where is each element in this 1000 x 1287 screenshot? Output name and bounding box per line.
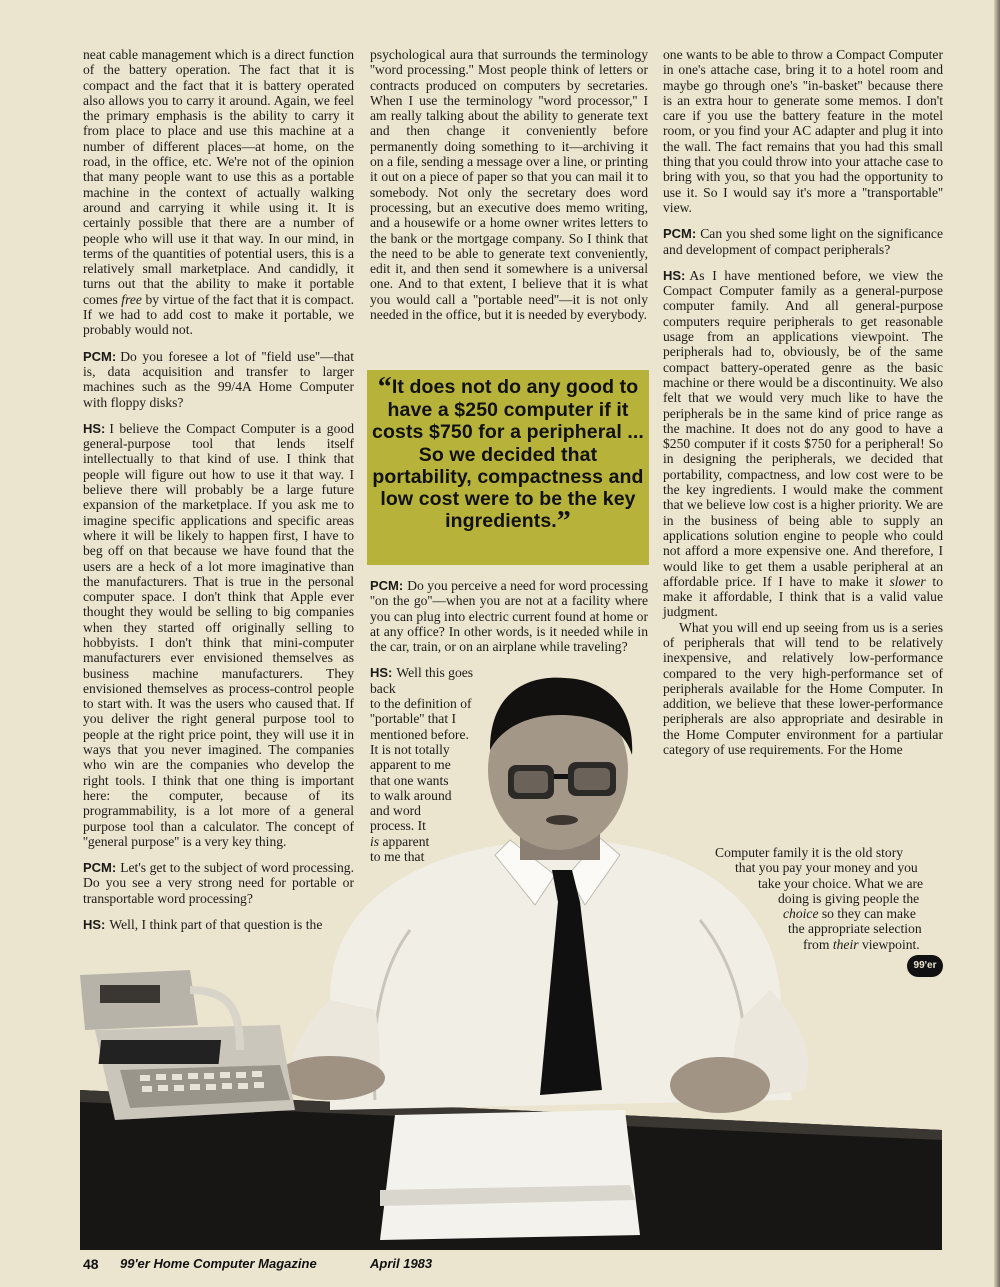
question-on-the-go: PCM: Do you perceive a need for word processing ''on the go''—when you are not at a facility where you can plug into electric current found at home or at any office? In other words, is it needed while in the car, train, or on an airplane while traveling? bbox=[370, 578, 648, 655]
papers-on-desk bbox=[380, 1110, 640, 1240]
speaker-pcm: PCM: bbox=[663, 226, 697, 242]
column-2-lower bbox=[370, 578, 648, 864]
answer-peripherals: HS: As I have mentioned before, we view the Compact Computer family as a general-purpose computer family. And all general-purpose computers require peripherals to get reasonable usage from an applications viewpoint. The peripherals had to, obviously, be of the same compact battery-operated genre as the basic machine or there would be a discontinuity. We also felt that we would very much like to have the peripherals be in the same kind of price range as the machine. It does not do any good to have a $250 computer if it costs $750 for a peripheral! So in designing the peripherals, we decided that portability, compactness, and low cost were to be the key ingredients. I would make the comment that we believe low cost is a higher priority. We are in the business of being able to supply an applications solution engine to people who could not afford a more expensive one. And therefore, I would like to get them a usable peripheral at an affordable price. If I have to make it slower to make it affordable, I think that is a valid value judgment. bbox=[663, 267, 943, 620]
speaker-hs: HS: bbox=[83, 917, 106, 933]
magazine-name: 99'er Home Computer Magazine bbox=[120, 1256, 317, 1271]
column-2 bbox=[370, 47, 648, 322]
speaker-hs: HS: bbox=[370, 665, 393, 681]
answer-word-processing-start: HS: Well, I think part of that question is the bbox=[83, 917, 323, 933]
closing-paragraph-ending: Computer family it is the old story that you pay your money and you take your choice. What we are doing is giving people the choice so they can make the appropriate selection from their viewpoint. bbox=[715, 845, 924, 952]
end-mark-logo: 99'er bbox=[907, 955, 943, 977]
question-peripherals: PCM: Can you shed some light on the significance and development of compact peripherals? bbox=[663, 226, 943, 257]
speaker-pcm: PCM: bbox=[83, 860, 117, 876]
column-3 bbox=[663, 47, 943, 757]
right-hand bbox=[670, 1057, 770, 1113]
pull-quote-text: It does not do any good to have a $250 computer if it costs $750 for a peripheral ... So we decided that portability, compactness and low cost were to be the key ingredients. bbox=[372, 376, 644, 533]
col2-paragraph: psychological aura that surrounds the terminology ''word processing.'' Most people think of letters or contracts produced on computers by secretaries. When I use the terminology ''word processor,'' I am really talking about the ability to generate text and then change it conveniently before permanently doing something to it—archiving it on a file, sending a message over a line, or printing it out on a piece of paper so that you can mail it to somebody. Not only the secretary does word processing, but an executive does memo writing, and a housewife or a home owner writes letters to the bank or the mortgage company. So I think that the need to be able to generate text conveniently, edit it, and then send it somewhere is a universal one. And to that extent, I believe that it is what you would call a ''portable need''—it is not only needed in the office, but it is needed by everybody. bbox=[370, 47, 648, 323]
speaker-pcm: PCM: bbox=[83, 348, 117, 364]
column-1 bbox=[83, 47, 354, 932]
speaker-pcm: PCM: bbox=[370, 578, 404, 593]
question-word-processing: PCM: Let's get to the subject of word processing. Do you see a very strong need for portable or transportable word processing? bbox=[83, 860, 354, 906]
page-number: 48 bbox=[83, 1256, 99, 1272]
answer-portable-narrow: HS: Well this goes back to the definition of ''portable'' that I mentioned before. It is not totally apparent to me that one wants to walk around and word process. It is apparent to me that bbox=[370, 665, 474, 865]
col3-paragraph: one wants to be able to throw a Compact Computer in one's attache case, bring it to a hotel room and maybe go through one's ''in-basket'' because there is an extra hour to generate some memos. I don't care if you use the battery feature in the motel room, or you find your AC adapter and plug it into the wall. The fact remains that you had this small thing that you could throw into your attache case to bring with you, so that you had the opportunity to use it. So I would say it's more a ''transportable'' view. bbox=[663, 47, 943, 215]
close-quote-mark: ” bbox=[556, 506, 571, 538]
page-footer bbox=[83, 1256, 940, 1278]
issue-date: April 1983 bbox=[370, 1256, 433, 1271]
pull-quote bbox=[367, 370, 649, 565]
answer-general-purpose: HS: I believe the Compact Computer is a good general-purpose tool that lends itself intellectually to that kind of use. I think that people will figure out how to use it that way. I believe there will probably be a large future expansion of the marketplace. If you ask me to imagine specific applications and specific areas where it will be likely to happen first, I have to beg off on that because we have found that the users are a heck of a lot more imaginative than the manufacturers. That is true in the personal computer space. I don't think that Apple ever thought they would be selling to big companies when they started off originally selling to hobbyists. I don't think that mini-computer manufacturers ever envisioned themselves as business machine manufacturers. They envisioned themselves as process-control people to start with. It was the users who caused that. If you deliver the right general purpose tool to people at the right price point, they will use it in ways that you never imagined. The companies who win are the companies who develop the right tools. I think that one thing is important here: the computer, because of its programmability, is a lot more of a general purpose tool than a calculator. The concept of ''general purpose'' is a very key thing. bbox=[83, 420, 354, 849]
speaker-hs: HS: bbox=[83, 420, 106, 436]
open-quote-mark: “ bbox=[377, 372, 392, 403]
closing-paragraph: What you will end up seeing from us is a series of peripherals that will tend to be relatively inexpensive, and relatively low-performance compared to the very high-performance set of peripherals available for the Home Computer. In addition, we believe that these lower-performance peripherals are also appropriate and desirable in the Home Computer environment for a partiular category of use requirements. For the Home bbox=[663, 619, 943, 758]
page-edge bbox=[994, 0, 1000, 1287]
speaker-hs: HS: bbox=[663, 267, 686, 283]
question-field-use: PCM: Do you foresee a lot of ''field use''—that is, data acquisition and transfer to larger machines such as the 99/4A Home Computer with floppy disks? bbox=[83, 348, 354, 410]
col1-paragraph: neat cable management which is a direct function of the battery operation. The fact that it is compact and the fact that it is battery operated also allows you to carry it around. Again, we feel the primary emphasis is the ability to carry it from place to place and use this machine at a number of different places—at home, on the road, in the office, etc. We're not of the opinion that many people want to use this as a portable machine in the context of actually walking around and carrying it while using it. It is certainly possible that there are a number of people who will use it that way. In our mind, in terms of the quantities of potential users, this is a relatively small marketplace. And candidly, it turns out that the ability to make it portable comes free by virtue of the fact that it is compact. If we had to add cost to make it portable, we probably would not. bbox=[83, 47, 354, 338]
